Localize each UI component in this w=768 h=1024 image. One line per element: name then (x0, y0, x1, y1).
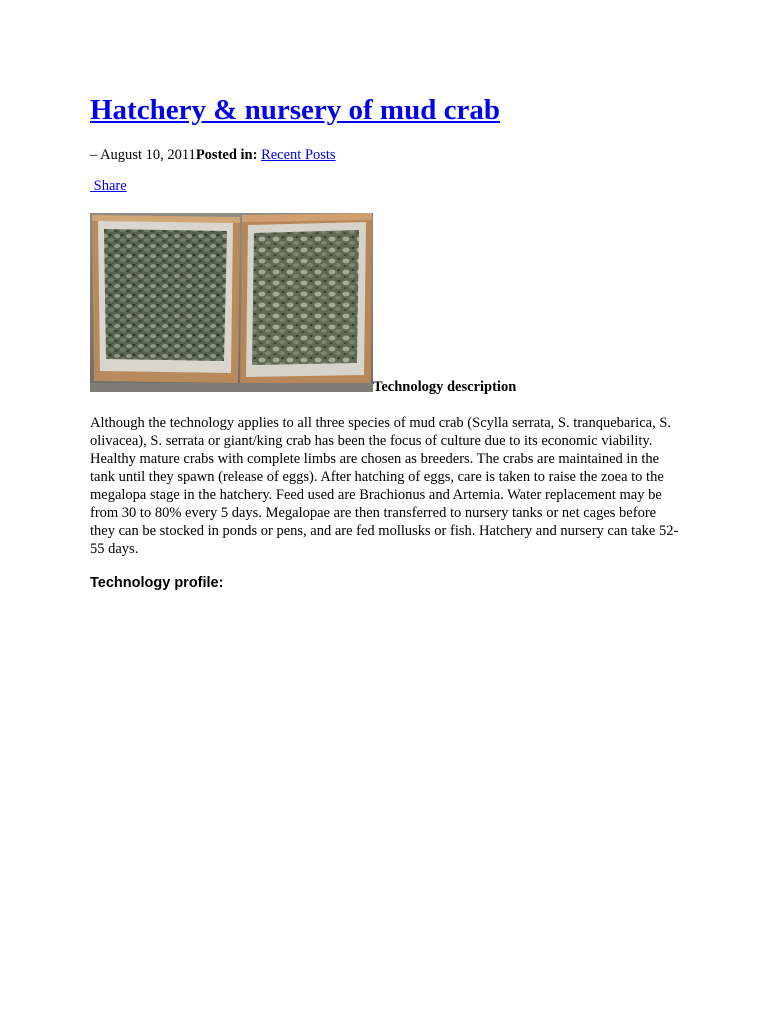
post-meta (90, 146, 336, 164)
share-link[interactable] (90, 178, 127, 194)
crab-boxes-photo (90, 213, 373, 392)
share-row (90, 177, 127, 195)
title-link[interactable]: Hatchery & nursery of mud crab (90, 94, 500, 126)
share-label: Share (93, 178, 127, 194)
category-link[interactable]: Recent Posts (261, 147, 336, 163)
page-title (90, 92, 500, 128)
technology-profile-heading: Technology profile: (90, 575, 224, 591)
photo-row (90, 213, 680, 393)
image-caption: Technology description (373, 379, 517, 395)
body-paragraph: Although the technology applies to all three species of mud crab (Scylla serrata, S. tranquebarica, S. olivacea), S. serrata or giant/king crab has been the focus of culture due to its economic viability. Healthy mature crabs with complete limbs are chosen as breeders. The crabs are maintained in the tank until they spawn (release of eggs). After hatching of eggs, care is taken to raise the zoea to the megalopa stage in the hatchery. Feed used are Brachionus and Artemia. Water replacement may be from 30 to 80% every 5 days. Megalopae are then transferred to nursery tanks or net cages before they can be stocked in ponds or pens, and are fed mollusks or fish. Hatchery and nursery can take 52-55 days. (90, 415, 679, 557)
post-date: – August 10, 2011 (90, 147, 196, 163)
posted-in-label: Posted in: (195, 147, 258, 163)
